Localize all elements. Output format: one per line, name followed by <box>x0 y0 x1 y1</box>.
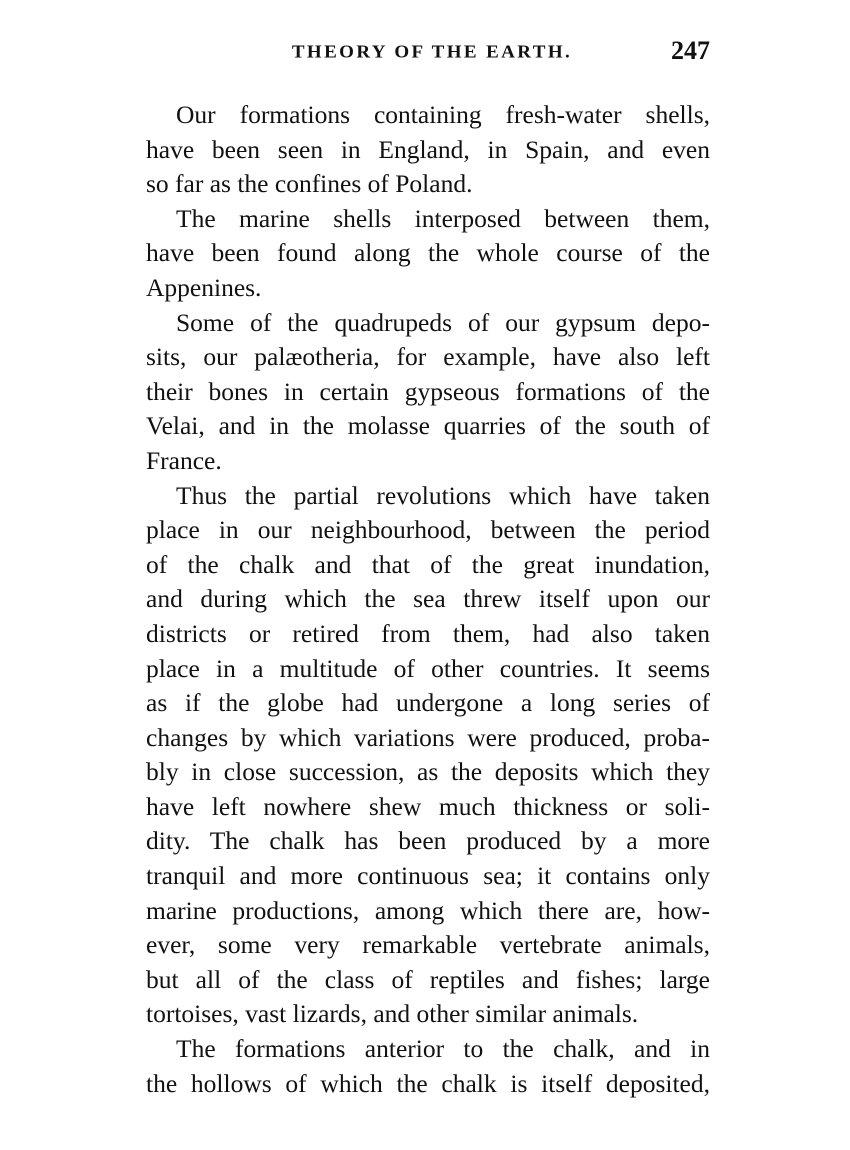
text-line: the hollows of which the chalk is itself deposited, <box>146 1068 710 1098</box>
running-title: THEORY OF THE EARTH. <box>291 42 573 63</box>
text-line: Appenines. <box>146 272 262 302</box>
text-line: have been seen in England, in Spain, and even <box>146 134 710 164</box>
text-line: Some of the quadrupeds of our gypsum depo- <box>176 307 710 337</box>
text-line: so far as the confines of Poland. <box>146 169 473 199</box>
paragraph <box>146 306 710 479</box>
text-line: districts or retired from them, had also taken <box>146 618 710 648</box>
running-head <box>146 38 710 68</box>
text-line: France. <box>146 445 222 475</box>
paragraph <box>146 1032 710 1101</box>
text-line: have been found along the whole course of the <box>146 238 710 268</box>
text-line: dity. The chalk has been produced by a more <box>146 826 710 856</box>
text-line: Our formations containing fresh-water shells, <box>176 100 710 129</box>
text-line: ever, some very remarkable vertebrate animals, <box>146 930 710 960</box>
text-line: but all of the class of reptiles and fishes; large <box>146 964 710 994</box>
text-line: Thus the partial revolutions which have taken <box>176 480 710 510</box>
text-line: tortoises, vast lizards, and other similar animals. <box>146 999 639 1029</box>
text-line: marine productions, among which there are, how- <box>146 895 710 925</box>
text-line: of the chalk and that of the great inundation, <box>146 549 710 579</box>
text-line: The formations anterior to the chalk, and in <box>176 1034 710 1064</box>
paragraph <box>146 202 710 306</box>
text-line: Velai, and in the molasse quarries of the south of <box>146 411 710 441</box>
text-line: changes by which variations were produced, proba- <box>146 722 710 752</box>
paragraph <box>146 98 710 202</box>
text-line: sits, our palæotheria, for example, have also left <box>146 342 710 372</box>
text-line: tranquil and more continuous sea; it contains only <box>146 861 710 891</box>
text-line: The marine shells interposed between them, <box>176 203 710 233</box>
text-line: and during which the sea threw itself upon our <box>146 584 710 614</box>
text-line: bly in close succession, as the deposits which they <box>146 757 710 787</box>
page-number: 247 <box>671 36 710 65</box>
body-text <box>146 98 710 1101</box>
text-line: their bones in certain gypseous formations of the <box>146 376 710 406</box>
text-line: as if the globe had undergone a long series of <box>146 688 710 718</box>
text-line: place in a multitude of other countries. It seems <box>146 653 710 683</box>
text-line: place in our neighbourhood, between the period <box>146 515 710 545</box>
paragraph <box>146 479 710 1033</box>
text-line: have left nowhere shew much thickness or soli- <box>146 791 710 821</box>
